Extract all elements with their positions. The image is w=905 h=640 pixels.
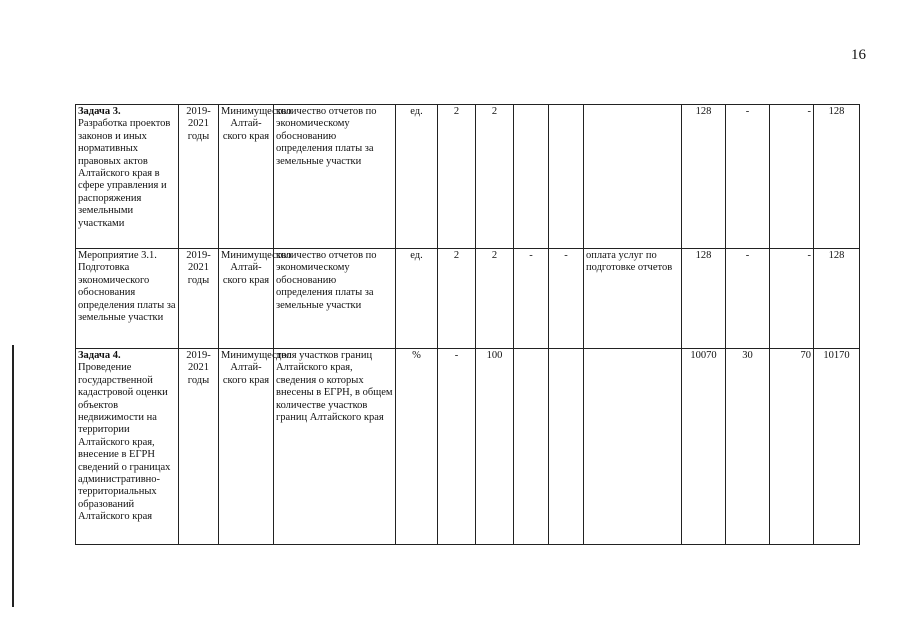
value-cell [514, 105, 549, 249]
value-cell: 2 [438, 249, 476, 349]
task-title: Задача 4. [78, 350, 121, 361]
finance-cell: 128 [814, 249, 860, 349]
finance-cell: - [770, 249, 814, 349]
executor-cell: Минимущество Алтай-ского края [219, 249, 274, 349]
finance-cell: 70 [770, 349, 814, 545]
finance-cell: 30 [726, 349, 770, 545]
table-row [76, 249, 860, 349]
value-cell [549, 105, 584, 249]
finance-cell: 10170 [814, 349, 860, 545]
task-text: Проведение государственной кадастровой оценки объектов недвижимости на территории Алтайского края, внесение в ЕГРН сведений о границах административно-территориальных образований Алтайского края [78, 362, 171, 523]
table-row [76, 349, 860, 545]
value-cell: - [514, 249, 549, 349]
executor-cell: Минимущество Алтай-ского края [219, 349, 274, 545]
result-cell [584, 105, 682, 249]
result-cell [584, 349, 682, 545]
result-cell: оплата услуг по подготовке отчетов [584, 249, 682, 349]
value-cell [514, 349, 549, 545]
unit-cell: % [396, 349, 438, 545]
indicator-cell: количество отчетов по экономическому обоснованию определения платы за земельные участки [274, 105, 396, 249]
value-cell: - [438, 349, 476, 545]
unit-cell: ед. [396, 105, 438, 249]
finance-cell: - [726, 249, 770, 349]
value-cell: - [549, 249, 584, 349]
value-cell: 2 [476, 105, 514, 249]
table-row [76, 105, 860, 249]
value-cell: 2 [476, 249, 514, 349]
unit-cell: ед. [396, 249, 438, 349]
task-title: Задача 3. [78, 106, 121, 117]
task-cell [76, 349, 179, 545]
scan-edge-mark [12, 345, 14, 607]
task-text: Мероприятие 3.1. Подготовка экономического обоснования определения платы за земельные участки [78, 250, 176, 324]
value-cell: 2 [438, 105, 476, 249]
value-cell [549, 349, 584, 545]
finance-cell: 128 [682, 105, 726, 249]
finance-cell: - [770, 105, 814, 249]
task-cell [76, 249, 179, 349]
program-table [75, 104, 860, 545]
finance-cell: - [726, 105, 770, 249]
period-cell: 2019-2021 годы [179, 105, 219, 249]
task-text: Разработка проектов законов и иных нормативных правовых актов Алтайского края в сфере управления и распоряжения земельными участками [78, 118, 171, 229]
period-cell: 2019-2021 годы [179, 249, 219, 349]
indicator-cell: доля участков границ Алтайского края, сведения о которых внесены в ЕГРН, в общем количестве участков границ Алтайского края [274, 349, 396, 545]
finance-cell: 10070 [682, 349, 726, 545]
period-cell: 2019-2021 годы [179, 349, 219, 545]
value-cell: 100 [476, 349, 514, 545]
finance-cell: 128 [682, 249, 726, 349]
indicator-cell: количество отчетов по экономическому обоснованию определения платы за земельные участки [274, 249, 396, 349]
executor-cell: Минимущество Алтай-ского края [219, 105, 274, 249]
task-cell [76, 105, 179, 249]
page-number: 16 [851, 47, 866, 63]
finance-cell: 128 [814, 105, 860, 249]
